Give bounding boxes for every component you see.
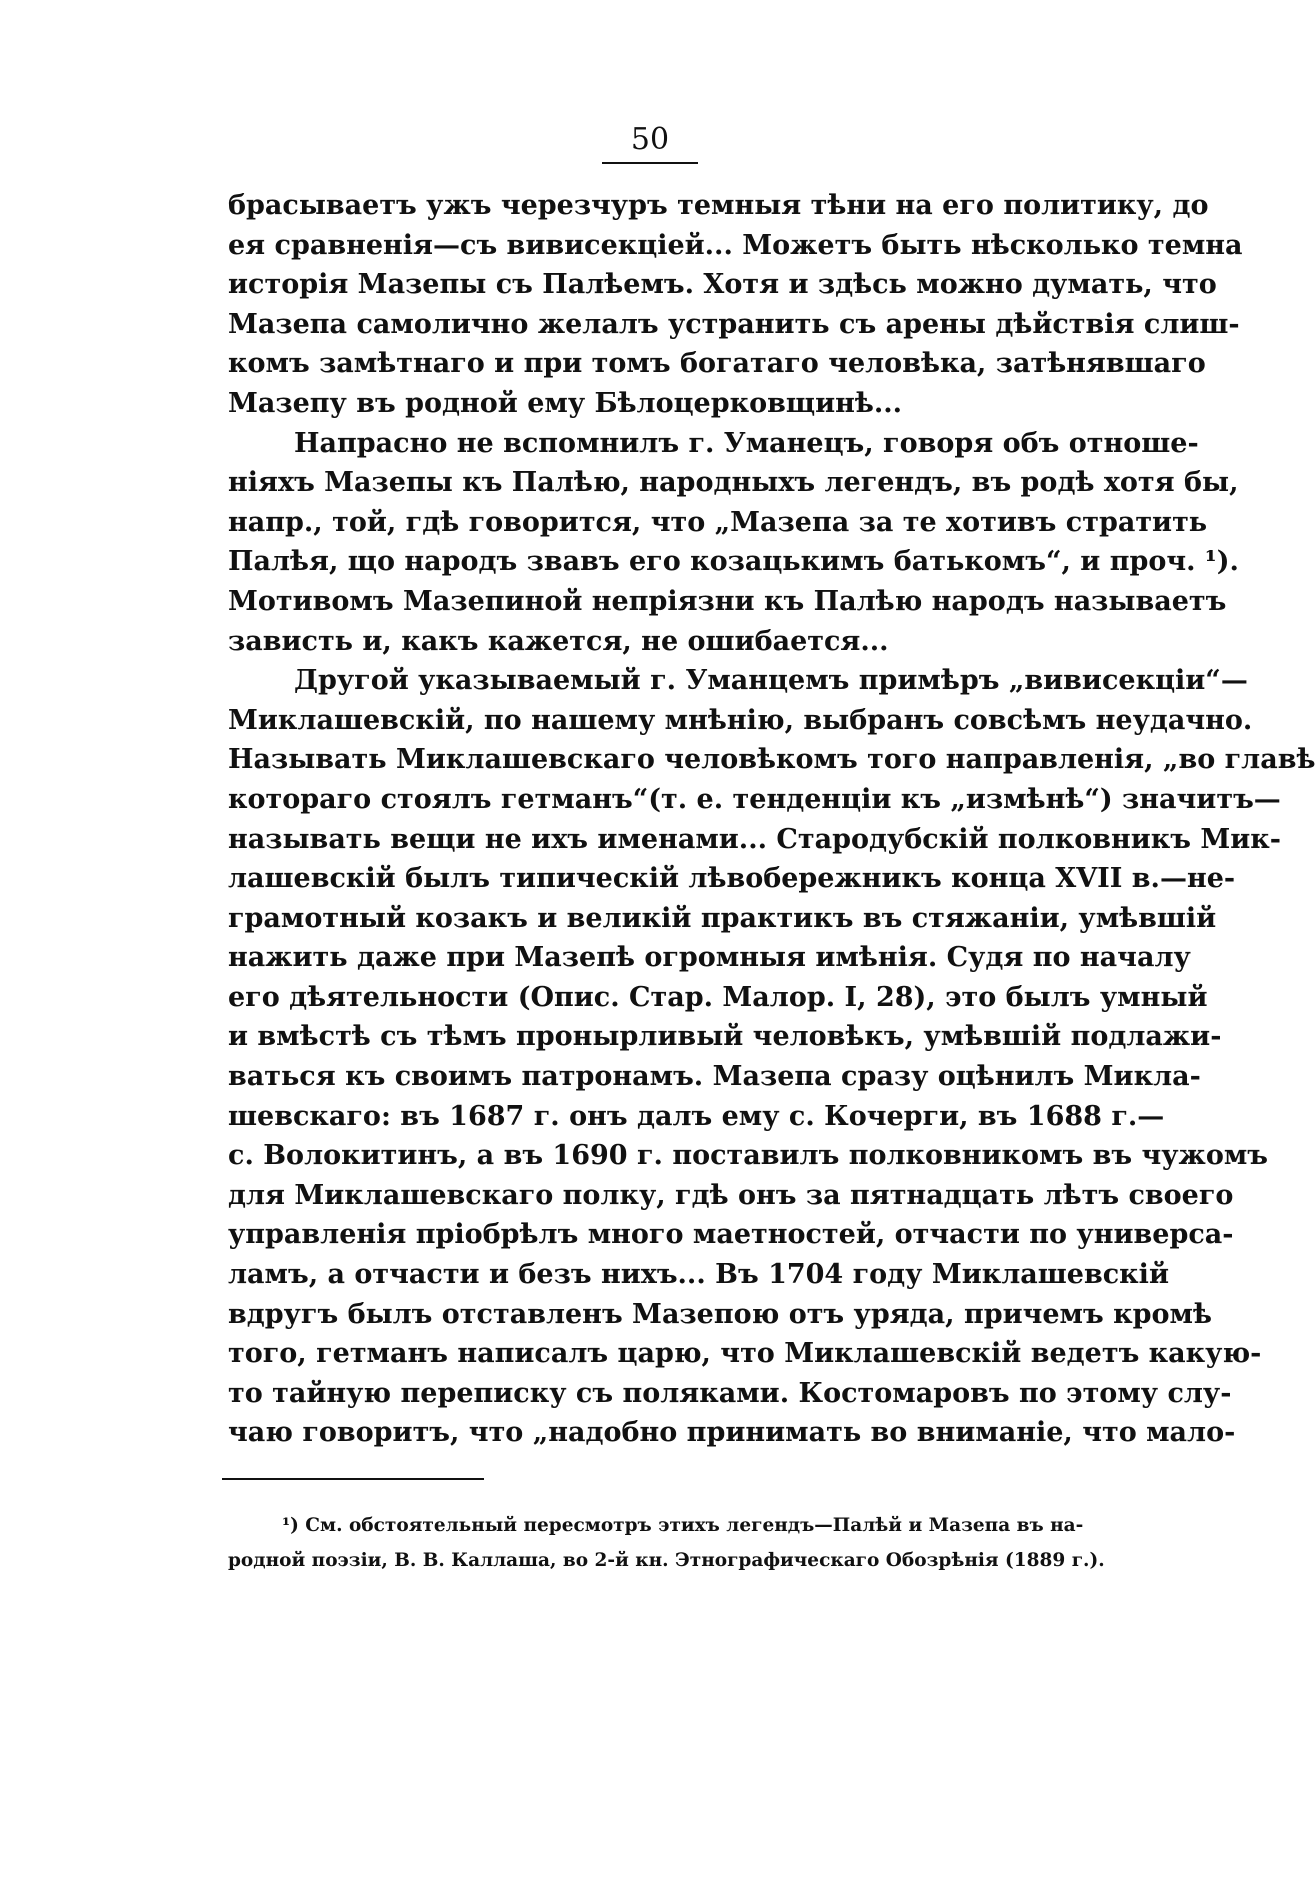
page-number: 50	[602, 120, 698, 164]
text-line: комъ замѣтнаго и при томъ богатаго человѣка, затѣнявшаго	[228, 348, 1206, 380]
paragraph-1	[228, 186, 1243, 424]
text-line: Миклашевскій, по нашему мнѣнію, выбранъ совсѣмъ неудачно.	[228, 704, 1253, 736]
paragraph-3	[228, 661, 1315, 1453]
text-line: чаю говоритъ, что „надобно принимать во вниманіе, что мало-	[228, 1417, 1236, 1449]
text-line: с. Волокитинъ, а въ 1690 г. поставилъ полковникомъ въ чужомъ	[228, 1140, 1268, 1172]
text-line: Палѣя, що народъ звавъ его козацькимъ батькомъ“, и проч. ¹).	[228, 546, 1239, 578]
text-line: Напрасно не вспомнилъ г. Уманецъ, говоря объ отноше-	[294, 427, 1199, 459]
text-line: Мазепу въ родной ему Бѣлоцерковщинѣ...	[228, 387, 903, 419]
text-line: управленія пріобрѣлъ много маетностей, отчасти по универса-	[228, 1219, 1234, 1251]
body-text	[228, 186, 1315, 1453]
text-line: брасываетъ ужъ черезчуръ темныя тѣни на его политику, до	[228, 190, 1209, 221]
text-line: Мазепа самолично желалъ устранить съ арены дѣйствія слиш-	[228, 308, 1240, 340]
footnote-divider	[222, 1478, 484, 1480]
text-line: шевскаго: въ 1687 г. онъ далъ ему с. Кочерги, въ 1688 г.—	[228, 1100, 1165, 1132]
text-line: нажить даже при Мазепѣ огромныя имѣнія. Судя по началу	[228, 942, 1191, 974]
text-line: Называть Миклашевскаго человѣкомъ того направленія, „во главѣ	[228, 744, 1315, 776]
text-line: вдругъ былъ отставленъ Мазепою отъ уряда, причемъ кромѣ	[228, 1298, 1212, 1330]
text-line: лашевскій былъ типическій лѣвобережникъ конца XVII в.—не-	[228, 863, 1236, 895]
text-line: котораго стоялъ гетманъ“(т. е. тенденціи къ „измѣнѣ“) значитъ—	[228, 783, 1281, 815]
footnote-line: ¹) См. обстоятельный пересмотръ этихъ легендъ—Палѣй и Мазепа въ на-	[282, 1515, 1084, 1536]
text-line: его дѣятельности (Опис. Стар. Малор. I, 28), это былъ умный	[228, 981, 1208, 1013]
paragraph-2	[228, 424, 1239, 662]
text-line: зависть и, какъ кажется, не ошибается...	[228, 625, 889, 657]
text-line: того, гетманъ написалъ царю, что Миклашевскій ведетъ какую-	[228, 1338, 1262, 1370]
text-line: для Миклашевскаго полку, гдѣ онъ за пятнадцать лѣтъ своего	[228, 1179, 1234, 1211]
text-line: ея сравненія—съ вивисекціей... Можетъ быть нѣсколько темна	[228, 229, 1243, 261]
text-line: называть вещи не ихъ именами... Стародубскій полковникъ Мик-	[228, 823, 1282, 855]
footnote-line: родной поэзіи, В. В. Каллаша, во 2-й кн. Этнографическаго Обозрѣнія (1889 г.).	[228, 1550, 1105, 1571]
text-line: и вмѣстѣ съ тѣмъ пронырливый человѣкъ, умѣвшій подлажи-	[228, 1021, 1222, 1053]
footnote	[228, 1508, 1105, 1578]
text-line: то тайную переписку съ поляками. Костомаровъ по этому слу-	[228, 1377, 1232, 1409]
text-line: ваться къ своимъ патронамъ. Мазепа сразу оцѣнилъ Микла-	[228, 1061, 1201, 1093]
text-line: Мотивомъ Мазепиной непріязни къ Палѣю народъ называетъ	[228, 585, 1227, 617]
text-line: напр., той, гдѣ говорится, что „Мазепа за те хотивъ стратить	[228, 506, 1208, 538]
text-line: грамотный козакъ и великій практикъ въ стяжаніи, умѣвшій	[228, 902, 1217, 934]
text-line: исторія Мазепы съ Палѣемъ. Хотя и здѣсь можно думать, что	[228, 269, 1217, 301]
text-line: ніяхъ Мазепы къ Палѣю, народныхъ легендъ, въ родѣ хотя бы,	[228, 467, 1239, 499]
text-line: Другой указываемый г. Уманцемъ примѣръ „вивисекціи“—	[294, 665, 1248, 697]
text-line: ламъ, а отчасти и безъ нихъ... Въ 1704 году Миклашевскій	[228, 1259, 1169, 1291]
